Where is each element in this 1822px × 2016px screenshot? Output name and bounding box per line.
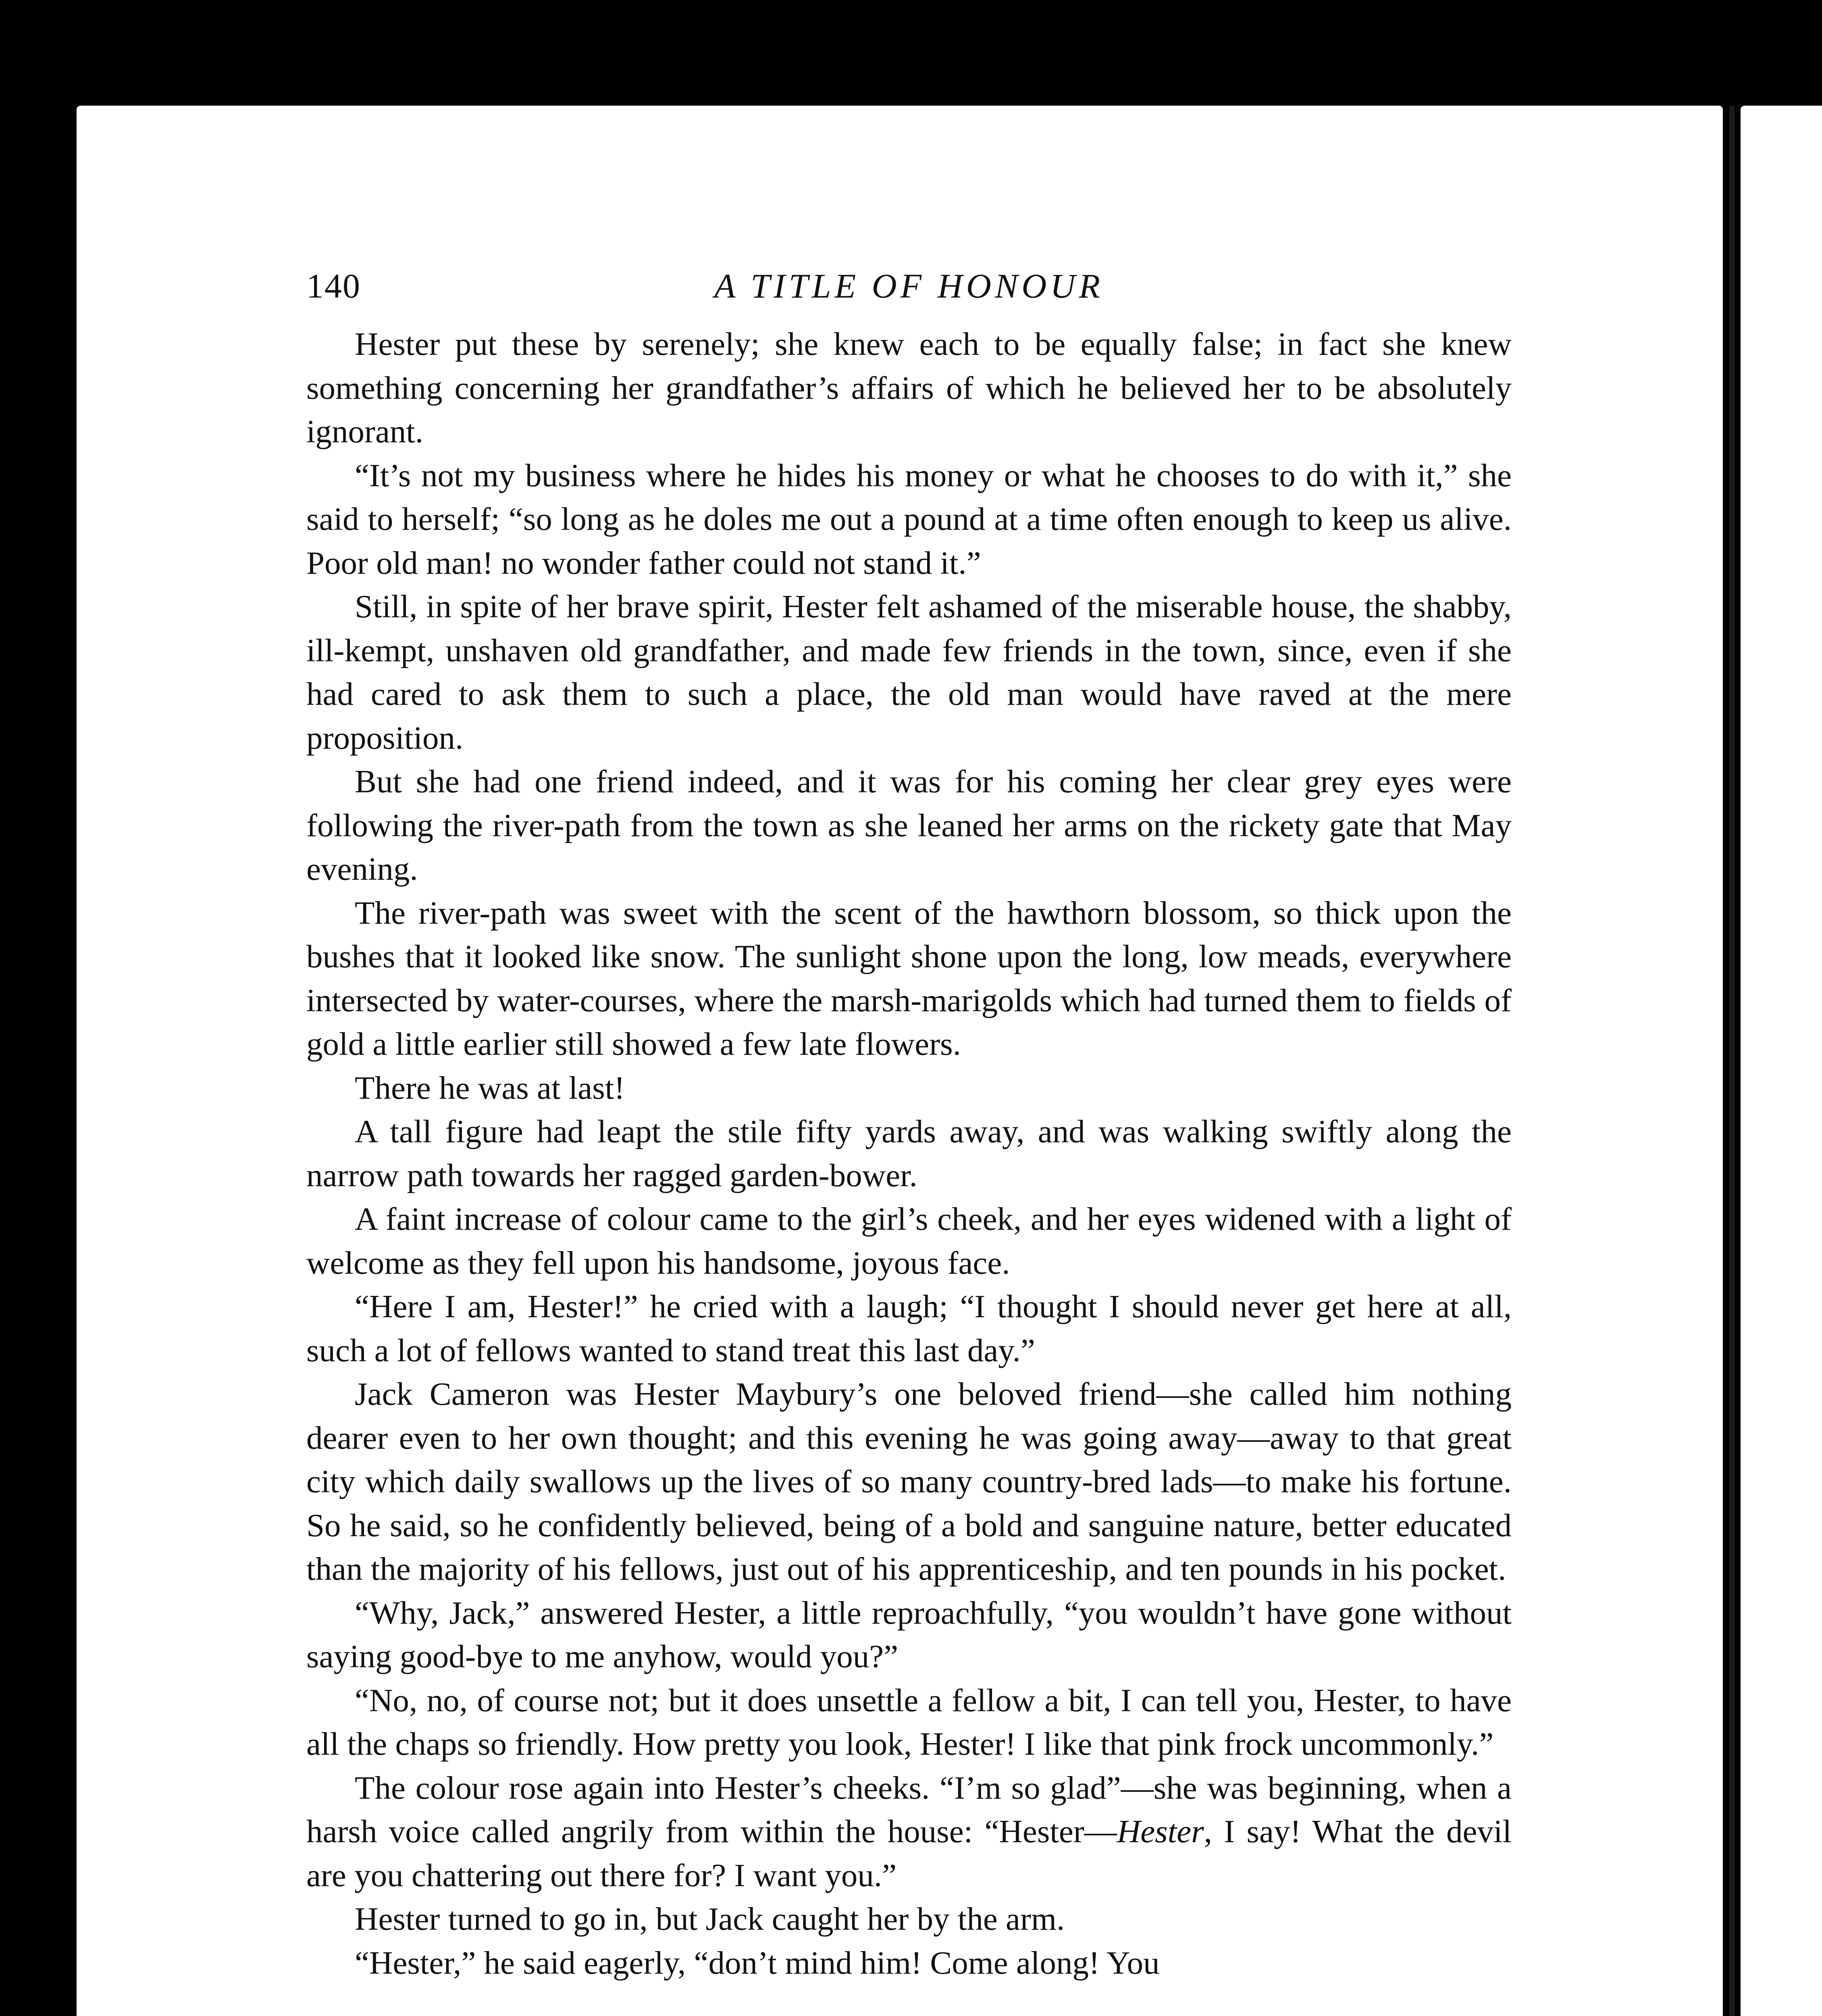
italic-emphasis: Hester	[1117, 1813, 1204, 1849]
paragraph: A tall figure had leapt the stile fifty yards away, and was walking swiftly along the narrow path towards her ragged garden-bower.	[306, 1113, 1512, 1193]
page-number: 140	[306, 267, 361, 305]
paragraph: Jack Cameron was Hester Maybury’s one beloved friend—she called him nothing dearer even to her own thought; and this evening he was going away—away to that great city which daily swallows up the lives of so many country-bred lads—to make his fortune. So he said, so he confidently believed, being of a bold and sanguine nature, better educated than the majority of his fellows, just out of his apprenticeship, and ten pounds in his pocket.	[306, 1376, 1512, 1587]
running-title: A TITLE OF HONOUR	[714, 267, 1104, 305]
paragraph: “Hester,” he said eagerly, “don’t mind him! Come along! You	[355, 1944, 1160, 1981]
next-page-edge	[1741, 106, 1822, 2016]
paragraph: “Why, Jack,” answered Hester, a little reproachfully, “you wouldn’t have gone without saying good-bye to me anyhow, would you?”	[306, 1594, 1512, 1674]
paragraph: The river-path was sweet with the scent of the hawthorn blossom, so thick upon the bushes that it looked like snow. The sunlight shone upon the long, low meads, everywhere intersected by water-courses, where the marsh-marigolds which had turned them to fields of gold a little earlier still showed a few late flowers.	[306, 894, 1512, 1062]
running-head	[306, 264, 1512, 308]
page-text-block	[306, 264, 1512, 1985]
paragraph: “No, no, of course not; but it does unsettle a fellow a bit, I can tell you, Hester, to have all the chaps so friendly. How pretty you look, Hester! I like that pink frock uncommonly.”	[306, 1682, 1512, 1762]
paragraph	[306, 1766, 1512, 1897]
paragraph: “It’s not my business where he hides his money or what he chooses to do with it,” she said to herself; “so long as he doles me out a pound at a time often enough to keep us alive. Poor old man! no wonder father could not stand it.”	[306, 457, 1512, 581]
paragraph: There he was at last!	[355, 1069, 625, 1106]
gutter-shadow	[1729, 106, 1735, 2016]
paragraph: Hester put these by serenely; she knew each to be equally false; in fact she knew something concerning her grandfather’s affairs of which he believed her to be absolutely ignorant.	[306, 326, 1512, 450]
paragraph: Still, in spite of her brave spirit, Hester felt ashamed of the miserable house, the shabby, ill-kempt, unshaven old grandfather, and made few friends in the town, since, even if she had cared to ask them to such a place, the old man would have raved at the mere proposition.	[306, 588, 1512, 756]
paragraph-text: , I say! What the devil are you chattering out there for? I want you.”	[306, 1813, 1512, 1893]
paragraph: But she had one friend indeed, and it was for his coming her clear grey eyes were following the river-path from the town as she leaned her arms on the rickety gate that May evening.	[306, 763, 1512, 887]
paragraph: A faint increase of colour came to the girl’s cheek, and her eyes widened with a light of welcome as they fell upon his handsome, joyous face.	[306, 1201, 1512, 1281]
paragraph-text: The colour rose again into Hester’s cheeks. “I’m so glad”—she was beginning, when a harsh voice called angrily from within the house: “Hester—	[306, 1769, 1512, 1849]
paragraph: “Here I am, Hester!” he cried with a laugh; “I thought I should never get here at all, such a lot of fellows wanted to stand treat this last day.”	[306, 1288, 1512, 1368]
body-text	[306, 322, 1512, 1985]
paragraph: Hester turned to go in, but Jack caught her by the arm.	[355, 1901, 1065, 1937]
